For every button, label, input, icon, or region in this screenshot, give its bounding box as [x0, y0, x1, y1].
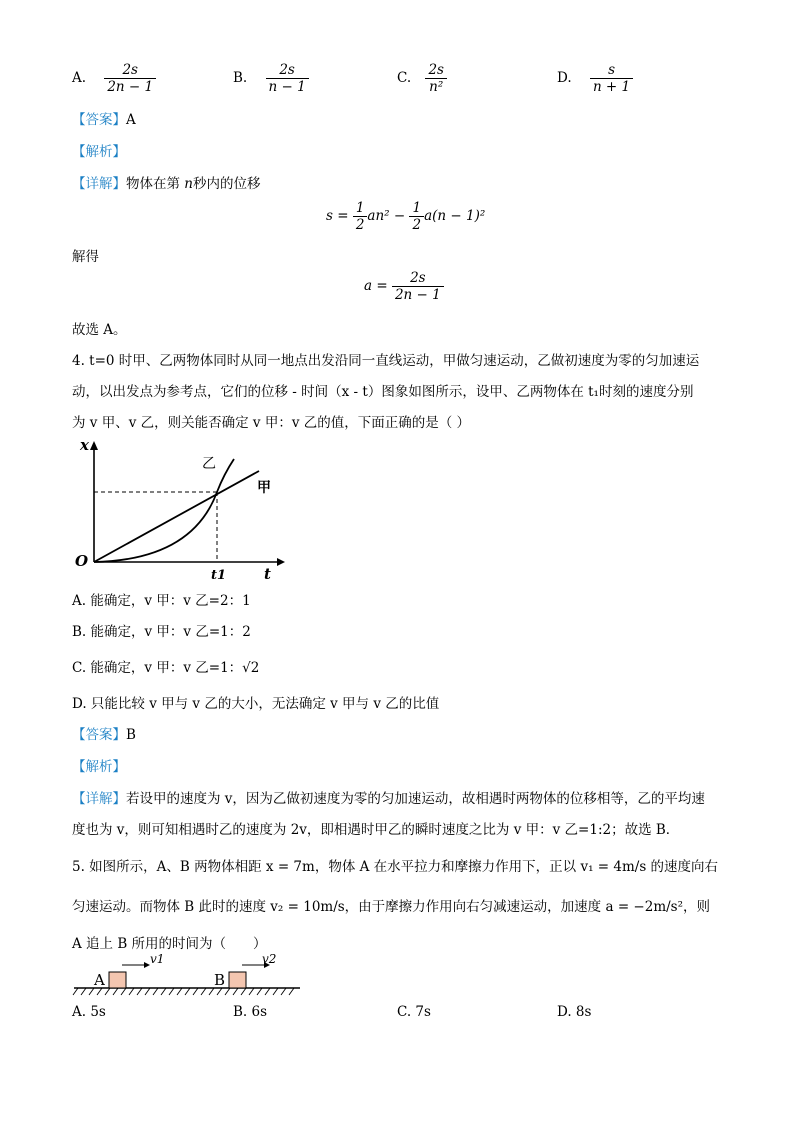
answer-tag: 【答案】 — [72, 727, 126, 743]
fraction-numerator: 2s — [410, 270, 426, 286]
q5-stem-line-3: A 追上 B 所用的时间为（ ） — [72, 936, 267, 952]
label-jia: 甲 — [257, 480, 271, 496]
block-a — [109, 972, 126, 988]
option-label: D. — [557, 70, 572, 86]
eq-lhs: s = — [326, 208, 349, 224]
q5-stem-line-1: 5. 如图所示，A、B 两物体相距 x = 7m，物体 A 在水平拉力和摩擦力作用下，正以 v₁ = 4m/s 的速度向右 — [72, 859, 719, 875]
fraction-numerator: 1 — [412, 200, 422, 216]
detail-text: 秒内的位移 — [193, 176, 261, 192]
answer-tag: 【答案】 — [72, 112, 126, 128]
q3-equation-2 — [364, 270, 444, 303]
eq-fraction — [353, 200, 368, 233]
q4-option-c: C. 能确定，v 甲：v 乙=1：√2 — [72, 660, 260, 676]
fraction-numerator: 2s — [122, 62, 138, 78]
q4-detail-line-2: 度也为 v，则可知相遇时乙的速度为 2v，即相遇时甲乙的瞬时速度之比为 v 甲：v 乙=1:2；故选 B． — [72, 822, 680, 838]
t-axis-arrow-icon — [277, 558, 285, 566]
eq-term: an² − — [367, 208, 406, 224]
t-axis-label: t — [264, 565, 271, 583]
block-b-label: B — [214, 971, 226, 989]
q4-detail-line-1 — [72, 787, 705, 807]
q3-solve-text: 解得 — [72, 249, 99, 265]
line-jia — [94, 471, 259, 562]
fraction-denominator: 2n − 1 — [104, 78, 156, 95]
q4-answer — [72, 723, 136, 743]
q3-option-c — [397, 62, 447, 95]
fraction-numerator: 1 — [355, 200, 365, 216]
fraction-denominator: n − 1 — [266, 78, 309, 95]
option-fraction — [104, 62, 156, 95]
q3-answer — [72, 108, 136, 128]
answer-value: B — [126, 727, 136, 743]
option-fraction — [266, 62, 309, 95]
fraction-denominator: n² — [425, 78, 447, 95]
answer-value: A — [126, 112, 136, 128]
q4-analysis-tag: 【解析】 — [72, 759, 126, 775]
q3-analysis-tag: 【解析】 — [72, 144, 126, 160]
fraction-denominator: 2n − 1 — [392, 286, 444, 303]
origin-label: O — [75, 552, 89, 570]
v1-label: v1 — [150, 952, 165, 966]
q3-detail — [72, 172, 261, 192]
q5-option-a: A. 5s — [72, 1004, 106, 1020]
x-axis-label: x — [80, 436, 89, 454]
curve-yi — [94, 459, 234, 562]
q5-option-d: D. 8s — [557, 1004, 592, 1020]
q4-stem-line-1: 4. t=0 时甲、乙两物体同时从同一地点出发沿同一直线运动，甲做匀速运动，乙做初速度为零的匀加速运 — [72, 353, 700, 369]
fraction-numerator: 2s — [428, 62, 444, 78]
detail-tag: 【详解】 — [72, 791, 126, 807]
detail-text: 物体在第 — [126, 176, 180, 192]
q3-choose: 故选 A。 — [72, 322, 127, 338]
ground-hatching — [73, 988, 294, 995]
q3-option-b — [233, 62, 309, 95]
q4-option-d: D. 只能比较 v 甲与 v 乙的大小，无法确定 v 甲与 v 乙的比值 — [72, 696, 440, 712]
q3-option-a — [72, 62, 156, 95]
option-label: A. — [72, 70, 87, 86]
q4-stem-line-3: 为 v 甲、v 乙，则关能否确定 v 甲：v 乙的值，下面正确的是（ ） — [72, 415, 471, 431]
fraction-numerator: 2s — [279, 62, 295, 78]
option-label: B. — [233, 70, 248, 86]
q5-motion-figure — [72, 952, 304, 998]
block-b — [229, 972, 246, 988]
q5-stem-line-2: 匀速运动。而物体 B 此时的速度 v₂ = 10m/s，由于摩擦力作用向右匀减速运动，加速度 a = −2m/s²，则 — [72, 899, 711, 915]
x-axis-arrow-icon — [90, 441, 98, 450]
eq-term: a(n − 1)² — [424, 208, 486, 224]
q4-option-a: A. 能确定，v 甲：v 乙=2：1 — [72, 593, 251, 609]
detail-variable: n — [184, 176, 193, 192]
eq-fraction — [409, 200, 424, 233]
option-fraction — [425, 62, 447, 95]
label-yi: 乙 — [202, 456, 216, 472]
option-fraction — [590, 62, 633, 95]
detail-tag: 【详解】 — [72, 176, 126, 192]
q3-option-d — [557, 62, 633, 95]
q5-option-c: C. 7s — [397, 1004, 431, 1020]
detail-text: 若设甲的速度为 v，因为乙做初速度为零的匀加速运动，故相遇时两物体的位移相等，乙的平均速 — [126, 791, 705, 807]
block-a-label: A — [94, 971, 105, 989]
fraction-numerator: s — [608, 62, 615, 78]
q3-equation-1 — [326, 200, 485, 233]
fraction-denominator: n + 1 — [590, 78, 633, 95]
eq-fraction — [392, 270, 444, 303]
q4-xt-graph — [72, 434, 292, 584]
option-label: C. — [397, 70, 412, 86]
q4-option-b: B. 能确定，v 甲：v 乙=1：2 — [72, 624, 251, 640]
eq-lhs: a = — [364, 278, 388, 294]
t1-label: t1 — [211, 568, 227, 583]
fraction-denominator: 2 — [409, 216, 424, 233]
fraction-denominator: 2 — [353, 216, 368, 233]
q4-stem-line-2: 动，以出发点为参考点，它们的位移 - 时间（x - t）图象如图所示，设甲、乙两物体在 t₁时刻的速度分别 — [72, 384, 694, 400]
q5-option-b: B. 6s — [233, 1004, 268, 1020]
v2-label: v2 — [262, 952, 277, 966]
